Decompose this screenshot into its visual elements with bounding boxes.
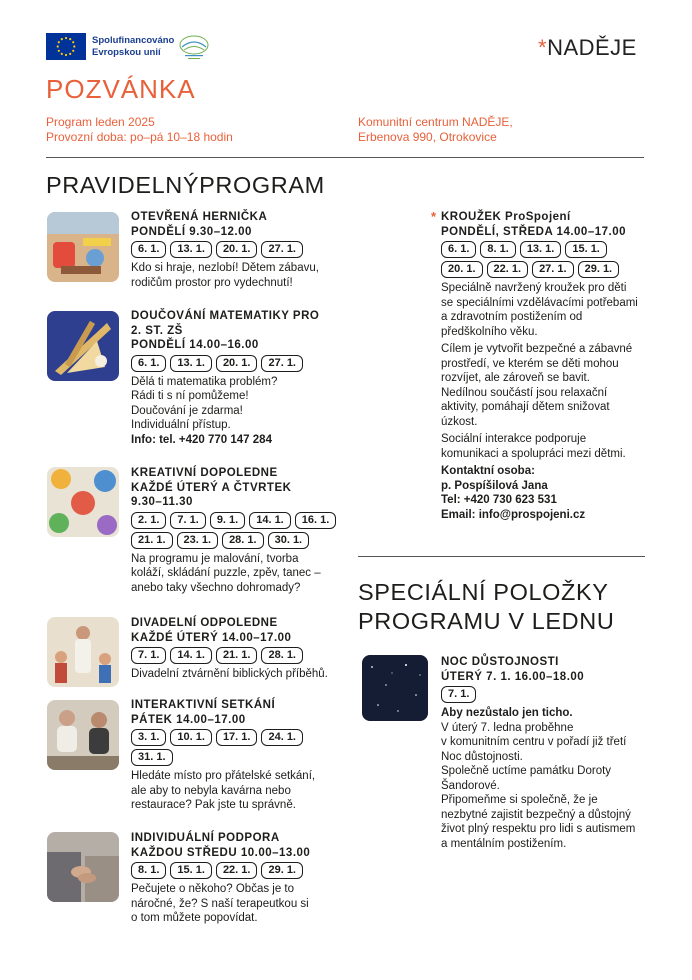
event-title: INDIVIDUÁLNÍ PODPORA <box>131 832 280 844</box>
playroom-photo <box>47 212 119 282</box>
event-time: 9.30–11.30 <box>131 496 193 508</box>
eu-cofunding-text <box>92 35 174 59</box>
event-time: KAŽDÉ ÚTERÝ 14.00–17.00 <box>131 631 292 644</box>
paragraph-line: aktivity, pomáhají dětem snižovat <box>441 401 610 413</box>
hours-line: Provozní doba: po–pá 10–18 hodin <box>46 130 233 144</box>
event-time: KAŽDOU STŘEDU 10.00–13.00 <box>131 846 311 859</box>
contact-email: Email: info@prospojeni.cz <box>441 508 586 521</box>
brand-star: * <box>538 35 548 60</box>
date-chip: 7. 1. <box>131 647 166 664</box>
date-chip: 23. 1. <box>177 532 219 549</box>
event-description: Šandorové. <box>441 779 500 792</box>
date-chip: 2. 1. <box>131 512 166 529</box>
date-chip: 15. 1. <box>565 241 607 258</box>
event-time: PONDĚLÍ 14.00–16.00 <box>131 339 259 351</box>
contact-person: p. Pospíšilová Jana <box>441 479 548 492</box>
paragraph-line: rozvíjet, ale zároveň se bavit. <box>441 372 590 384</box>
event-creative-morning <box>131 466 346 595</box>
date-chip: 15. 1. <box>170 862 212 879</box>
event-description: Noc důstojnosti. <box>441 750 523 763</box>
special-heading-line-2: PROGRAMU V LEDNU <box>358 608 615 634</box>
date-chip: 13. 1. <box>170 241 212 258</box>
date-chip: 27. 1. <box>532 261 574 278</box>
date-chips <box>441 241 631 278</box>
venue-line-2: Erbenova 990, Otrokovice <box>358 130 497 144</box>
date-chip: 8. 1. <box>480 241 515 258</box>
program-info <box>46 115 233 145</box>
paragraph-line: Sociální interakce podporuje <box>441 433 587 445</box>
invitation-title: POZVÁNKA <box>46 74 196 104</box>
date-chip: 14. 1. <box>170 647 212 664</box>
event-lead: Aby nezůstalo jen ticho. <box>441 707 573 719</box>
event-open-playroom <box>131 210 341 290</box>
date-chip: 7. 1. <box>170 512 205 529</box>
date-chips <box>131 241 341 258</box>
special-program-heading <box>358 578 614 636</box>
event-contact-phone: Info: tel. +420 770 147 284 <box>131 433 272 446</box>
event-days: KAŽDÉ ÚTERÝ A ČTVRTEK <box>131 481 292 494</box>
event-title: INTERAKTIVNÍ SETKÁNÍ <box>131 699 276 711</box>
event-description: Divadelní ztvárnění biblických příběhů. <box>131 668 328 680</box>
special-divider <box>358 556 645 557</box>
event-description: Individuální přístup. <box>131 419 231 431</box>
event-description: Doučování je zdarma! <box>131 404 243 417</box>
date-chip: 9. 1. <box>210 512 245 529</box>
theater-photo <box>47 617 119 687</box>
date-chips <box>131 647 346 664</box>
regular-program-heading: PRAVIDELNÝPROGRAM <box>46 172 325 198</box>
nadeje-logo <box>538 35 637 61</box>
date-chips <box>441 686 651 703</box>
event-individual-support <box>131 831 346 926</box>
event-description: V úterý 7. ledna proběhne <box>441 721 574 734</box>
date-chips <box>131 355 341 372</box>
krouzek-paragraph-2 <box>441 342 651 429</box>
date-chip: 7. 1. <box>441 686 476 703</box>
date-chip: 22. 1. <box>216 862 258 879</box>
event-description: život plný respektu pro lidi s autismem <box>441 823 636 835</box>
krouzek-paragraph-1 <box>441 281 651 339</box>
date-chip: 17. 1. <box>216 729 258 746</box>
krouzek-asterisk: * <box>431 209 437 224</box>
event-description: Kdo si hraje, nezlobí! Dětem zábavu, <box>131 262 319 274</box>
date-chip: 24. 1. <box>261 729 303 746</box>
paragraph-line: komunikaci a spolupráci mezi dětmi. <box>441 447 626 460</box>
partner-logo <box>175 33 213 60</box>
krouzek-contact <box>441 464 651 522</box>
event-description: Rádi ti s ní pomůžeme! <box>131 390 249 402</box>
event-description: Na programu je malování, tvorba <box>131 552 299 565</box>
event-description: nezbytné zajistit bezpečný a důstojný <box>441 808 631 821</box>
event-description: rodičům prostor pro vydechnutí! <box>131 276 293 289</box>
paragraph-line: Nedílnou součástí jsou relaxační <box>441 386 608 399</box>
date-chip: 8. 1. <box>131 862 166 879</box>
date-chip: 20. 1. <box>441 261 483 278</box>
paragraph-line: předškolního věku. <box>441 325 538 338</box>
night-sky-photo <box>362 655 428 721</box>
event-time: PÁTEK 14.00–17.00 <box>131 713 246 726</box>
event-time: ÚTERÝ 7. 1. 16.00–18.00 <box>441 670 585 683</box>
contact-label: Kontaktní osoba: <box>441 465 535 477</box>
event-math-tutoring <box>131 309 341 447</box>
creative-morning-photo <box>47 467 119 537</box>
date-chip: 28. 1. <box>261 647 303 664</box>
event-description: koláží, skládání puzzle, zpěv, tanec – <box>131 567 321 579</box>
date-chips <box>131 512 346 549</box>
support-photo <box>47 832 119 902</box>
event-description: Dělá ti matematika problém? <box>131 375 278 388</box>
paragraph-line: Cílem je vytvořit bezpečné a zábavné <box>441 343 633 355</box>
event-title: KREATIVNÍ DOPOLEDNE <box>131 467 278 479</box>
contact-phone: Tel: +420 730 623 531 <box>441 494 557 506</box>
event-title: OTEVŘENÁ HERNIČKA <box>131 211 268 223</box>
date-chip: 21. 1. <box>131 532 173 549</box>
event-time: PONDĚLÍ 9.30–12.00 <box>131 225 252 238</box>
date-chip: 22. 1. <box>487 261 529 278</box>
program-line: Program leden 2025 <box>46 115 155 129</box>
date-chip: 14. 1. <box>249 512 291 529</box>
date-chip: 29. 1. <box>261 862 303 879</box>
header-divider <box>46 157 644 158</box>
event-theater-afternoon <box>131 616 346 682</box>
eu-line-1: Spolufinancováno <box>92 35 175 46</box>
paragraph-line: se speciálními vzdělávacími potřebami <box>441 296 638 309</box>
brand-name: NADĚJE <box>547 35 637 60</box>
paragraph-line: úzkost. <box>441 415 478 428</box>
date-chip: 10. 1. <box>170 729 212 746</box>
paragraph-line: a zdravotním postižením od <box>441 311 583 323</box>
date-chip: 3. 1. <box>131 729 166 746</box>
event-title: DIVADELNÍ ODPOLEDNE <box>131 617 278 629</box>
date-chip: 6. 1. <box>131 241 166 258</box>
paragraph-line: prostředí, ve kterém se děti mohou <box>441 357 619 370</box>
date-chip: 31. 1. <box>131 749 173 766</box>
date-chip: 13. 1. <box>520 241 562 258</box>
meeting-photo <box>47 700 119 770</box>
date-chip: 20. 1. <box>216 355 258 372</box>
event-title: NOC DŮSTOJNOSTI <box>441 656 559 668</box>
venue-info <box>358 115 513 145</box>
date-chip: 20. 1. <box>216 241 258 258</box>
event-description: Hledáte místo pro přátelské setkání, <box>131 770 316 782</box>
math-tools-photo <box>47 311 119 381</box>
date-chip: 16. 1. <box>295 512 337 529</box>
event-description: o tom můžete popovídat. <box>131 912 258 924</box>
event-description: Připomeňme si společně, že je <box>441 794 598 806</box>
date-chip: 6. 1. <box>441 241 476 258</box>
date-chips <box>131 729 316 766</box>
event-krouzek-prospojeni <box>441 210 651 522</box>
event-time: PONDĚLÍ, STŘEDA 14.00–17.00 <box>441 225 627 238</box>
event-description: Pečujete o někoho? Občas je to <box>131 883 295 895</box>
event-description: restaurace? Pak jste tu správně. <box>131 799 296 811</box>
event-description: Společně uctíme památku Doroty <box>441 765 612 777</box>
eu-line-2: Evropskou unií <box>92 47 161 58</box>
event-title-cont: 2. ST. ZŠ <box>131 324 183 337</box>
krouzek-paragraph-3 <box>441 432 651 461</box>
event-title: DOUČOVÁNÍ MATEMATIKY PRO <box>131 310 320 322</box>
date-chip: 29. 1. <box>578 261 620 278</box>
date-chip: 6. 1. <box>131 355 166 372</box>
event-description: a mentálním postižením. <box>441 837 567 850</box>
date-chip: 13. 1. <box>170 355 212 372</box>
special-heading-line-1: SPECIÁLNÍ POLOŽKY <box>358 579 609 605</box>
event-dignity-night <box>441 655 651 851</box>
event-description: ale aby to nebyla kavárna nebo <box>131 784 291 797</box>
date-chip: 28. 1. <box>222 532 264 549</box>
date-chip: 27. 1. <box>261 241 303 258</box>
date-chip: 30. 1. <box>268 532 310 549</box>
paragraph-line: Speciálně navržený kroužek pro děti <box>441 282 627 294</box>
venue-line-1: Komunitní centrum NADĚJE, <box>358 115 513 129</box>
event-description: náročné, že? S naší terapeutkou si <box>131 897 309 910</box>
date-chip: 27. 1. <box>261 355 303 372</box>
eu-flag-logo <box>46 33 86 60</box>
event-title: KROUŽEK ProSpojení <box>441 211 571 223</box>
date-chip: 21. 1. <box>216 647 258 664</box>
date-chips <box>131 862 346 879</box>
event-description: anebo taky všechno dohromady? <box>131 581 301 594</box>
event-interactive-meeting <box>131 698 346 813</box>
event-description: v komunitním centru v pořadí již třetí <box>441 736 627 748</box>
